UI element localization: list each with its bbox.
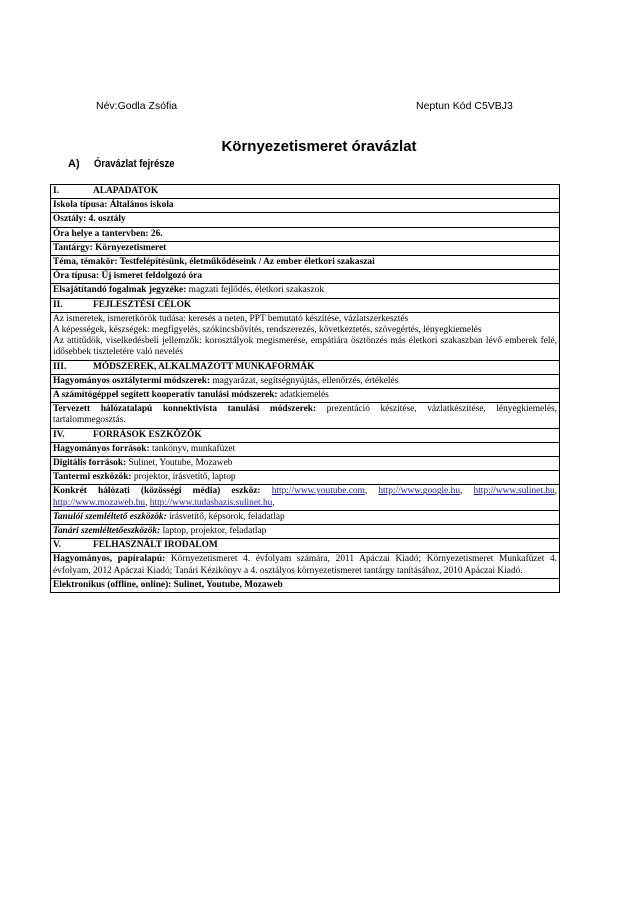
topic-cell: Téma, témakör: Testfelépítésünk, életműködéseink / Az ember életkori szakaszai xyxy=(51,256,560,270)
method-label: A számítógéppel segített kooperatív tanulási módszerek: xyxy=(53,390,278,401)
section-title: MÓDSZEREK, ALKALMAZOTT MUNKAFORMÁK xyxy=(93,361,315,372)
method-value: adatkiemelés xyxy=(277,390,329,401)
network-tools-cell: Konkrét hálózati (közösségi média) eszköz: http://www.youtube.com, http://www.google.hu, http://www.sulinet.hu, http://www.mozaweb.hu, http://www.tudasbazis.sulinet.hu, xyxy=(51,485,560,510)
author-name: Név:Godla Zsófia xyxy=(96,100,178,112)
goal-attitudes: Az attitűdök, viselkedésbeli jellemzők: korosztályok megismerése, empátiára ösztönzés más életkori szakaszban lévő emberek felé, idősebbek tiszteletére való nevelés xyxy=(53,336,557,358)
source-value: projektor, írásvetítő, laptop xyxy=(131,472,236,483)
section-header-row xyxy=(51,185,560,199)
section-number: I. xyxy=(53,186,59,196)
section-literature xyxy=(51,539,560,553)
concepts-cell xyxy=(51,284,560,298)
section-header-row xyxy=(51,539,560,553)
page-title: Környezetismeret óravázlat xyxy=(221,138,417,155)
link-tudasbazis[interactable]: http://www.tudasbazis.sulinet.hu xyxy=(149,497,273,508)
section-number: II. xyxy=(53,299,63,310)
section-methods xyxy=(51,360,560,374)
source-value: tankönyv, munkafüzet xyxy=(149,443,236,454)
link-youtube[interactable]: http://www.youtube.com xyxy=(271,486,365,497)
section-number: III. xyxy=(53,361,67,372)
section-header-row xyxy=(51,298,560,312)
subtitle-letter: A) xyxy=(68,158,80,170)
student-aids-cell xyxy=(51,510,560,524)
section-goals xyxy=(51,298,560,312)
section-number: V. xyxy=(53,540,61,551)
source-value: laptop, projektor, feladatlap xyxy=(160,526,267,537)
literature-value: Környezetismeret 4. évfolyam számára, 2011 Apáczai Kiadó; Környezetismeret Munkafüzet 4. évfolyam, 2012 Apáczai Kiadó; Tanári Kézikönyv a 4. osztályos környezetismeret tantárgy tanításához, 2010 Apáczai Kiadó. xyxy=(53,554,557,576)
section-title: ALAPADATOK xyxy=(93,186,159,196)
method-label: Hagyományos osztálytermi módszerek: xyxy=(53,375,211,386)
concepts-value: magzati fejlődés, életkori szakaszok xyxy=(186,285,325,296)
school-type-cell: Iskola típusa: Általános iskola xyxy=(51,199,560,213)
section-header-row xyxy=(51,360,560,374)
subtitle-label: Óravázlat fejrésze xyxy=(93,158,175,170)
goal-knowledge: Az ismeretek, ismeretkörök tudása: keresés a neten, PPT bemutató készítése, vázlatszerkesztés xyxy=(53,313,409,324)
method-cooperative-cell xyxy=(51,389,560,403)
classroom-tools-cell xyxy=(51,471,560,485)
curriculum-place-cell: Óra helye a tantervben: 26. xyxy=(51,227,560,241)
source-label: Konkrét hálózati (közösségi média) eszköz: xyxy=(53,486,261,497)
section-number: IV. xyxy=(53,429,65,440)
goal-skills: A képességek, készségek: megfigyelés, szókincsbővítés, rendszerezés, következtetés, szövegértés, lényegkiemelés xyxy=(53,325,482,336)
method-network-cell xyxy=(51,403,560,428)
method-label: Tervezett hálózatalapú konnektivista tanulási módszerek: xyxy=(53,404,317,415)
source-label: Tanulói szemléltető eszközök: xyxy=(53,511,167,522)
source-value: Sulinet, Youtube, Mozaweb xyxy=(126,458,233,469)
source-value: írásvetítő, képsorok, feladatlap xyxy=(166,511,285,522)
lesson-type-cell: Óra típusa: Új ismeret feldolgozó óra xyxy=(51,270,560,284)
paper-literature-cell xyxy=(51,553,560,578)
teacher-aids-cell xyxy=(51,525,560,539)
goals-cell xyxy=(51,312,560,360)
method-value: magyarázat, segítségnyújtás, ellenőrzés, értékelés xyxy=(210,375,399,386)
link-google[interactable]: http://www.google.hu xyxy=(378,486,461,497)
subtitle xyxy=(68,158,187,170)
source-label: Hagyományos források: xyxy=(53,443,150,454)
digital-sources-cell xyxy=(51,457,560,471)
section-sources xyxy=(51,428,560,442)
source-label: Tanári szemléltetőeszközök: xyxy=(53,526,161,537)
section-header-row xyxy=(51,428,560,442)
subject-cell: Tantárgy: Környezetismeret xyxy=(51,241,560,255)
traditional-sources-cell xyxy=(51,442,560,456)
source-label: Tantermi eszközök: xyxy=(53,472,132,483)
method-traditional-cell xyxy=(51,374,560,388)
electronic-literature-cell: Elektronikus (offline, online): Sulinet, Youtube, Mozaweb xyxy=(51,578,560,592)
section-title: FEJLESZTÉSI CÉLOK xyxy=(93,299,192,310)
source-label: Digitális források: xyxy=(53,458,127,469)
concepts-label: Elsajátítandó fogalmak jegyzéke: xyxy=(53,285,187,296)
method-value: prezentáció készítése, vázlatkészítése, lényegkiemelés, tartalommegosztás. xyxy=(53,404,557,426)
literature-label: Hagyományos, papíralapú: xyxy=(53,554,166,565)
lesson-plan-table xyxy=(50,184,560,593)
section-title: FELHASZNÁLT IRODALOM xyxy=(93,540,218,551)
link-sulinet[interactable]: http://www.sulinet.hu xyxy=(473,486,555,497)
neptun-code: Neptun Kód C5VBJ3 xyxy=(416,100,513,112)
section-basic xyxy=(51,185,560,199)
link-mozaweb[interactable]: http://www.mozaweb.hu xyxy=(53,497,146,508)
section-title: FORRÁSOK ESZKÖZÖK xyxy=(93,429,202,440)
class-cell: Osztály: 4. osztály xyxy=(51,213,560,227)
